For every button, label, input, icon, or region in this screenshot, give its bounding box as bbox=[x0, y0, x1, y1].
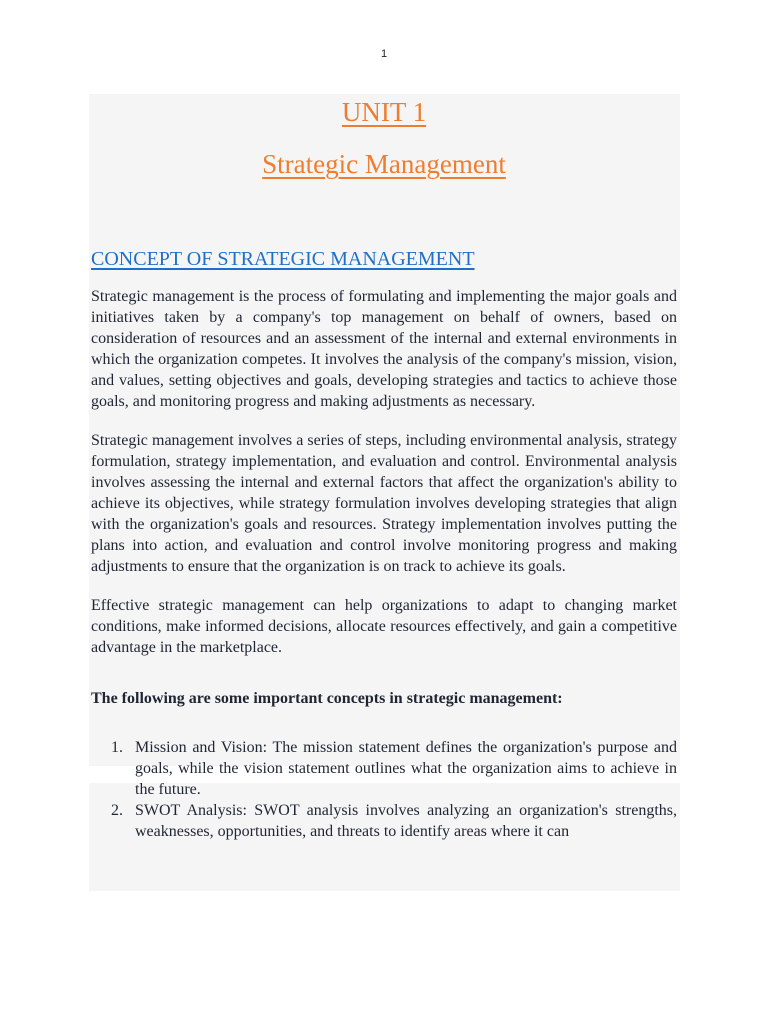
document-body bbox=[91, 94, 677, 842]
concepts-list bbox=[91, 737, 677, 842]
paragraph-steps: Strategic management involves a series of steps, including environmental analysis, strategy formulation, strategy implementation, and evaluation and control. Environmental analysis involves assessing the internal and external factors that affect the organization's ability to achieve its objectives, while strategy formulation involves developing strategies that align with the organization's goals and resources. Strategy implementation involves putting the plans into action, and evaluation and control involve monitoring progress and making adjustments to ensure that the organization is on track to achieve its goals. bbox=[91, 432, 677, 575]
page-number: 1 bbox=[380, 48, 388, 60]
list-item-number: 2. bbox=[111, 802, 123, 819]
list-intro: The following are some important concepts in strategic management: bbox=[91, 690, 563, 707]
subject-title: Strategic Management bbox=[262, 149, 506, 179]
paragraph-benefits: Effective strategic management can help organizations to adapt to changing market conditions, make informed decisions, allocate resources effectively, and gain a competitive advantage in the marketplace. bbox=[91, 597, 677, 656]
list-item-text: Mission and Vision: The mission statement defines the organization's purpose and goals, while the vision statement outlines what the organization aims to achieve in the future. bbox=[135, 739, 677, 798]
unit-title: UNIT 1 bbox=[341, 97, 427, 127]
section-heading: CONCEPT OF STRATEGIC MANAGEMENT bbox=[91, 248, 475, 270]
list-item-number: 1. bbox=[111, 739, 123, 756]
list-item-text: SWOT Analysis: SWOT analysis involves analyzing an organization's strengths, weaknesses, opportunities, and threats to identify areas where it can bbox=[135, 802, 677, 840]
paragraph-definition: Strategic management is the process of formulating and implementing the major goals and initiatives taken by a company's top management on behalf of owners, based on consideration of resources and an assessment of the internal and external environments in which the organization competes. It involves the analysis of the company's mission, vision, and values, setting objectives and goals, developing strategies and tactics to achieve those goals, and monitoring progress and making adjustments as necessary. bbox=[91, 288, 677, 410]
list-item bbox=[91, 800, 677, 842]
list-item bbox=[91, 737, 677, 800]
